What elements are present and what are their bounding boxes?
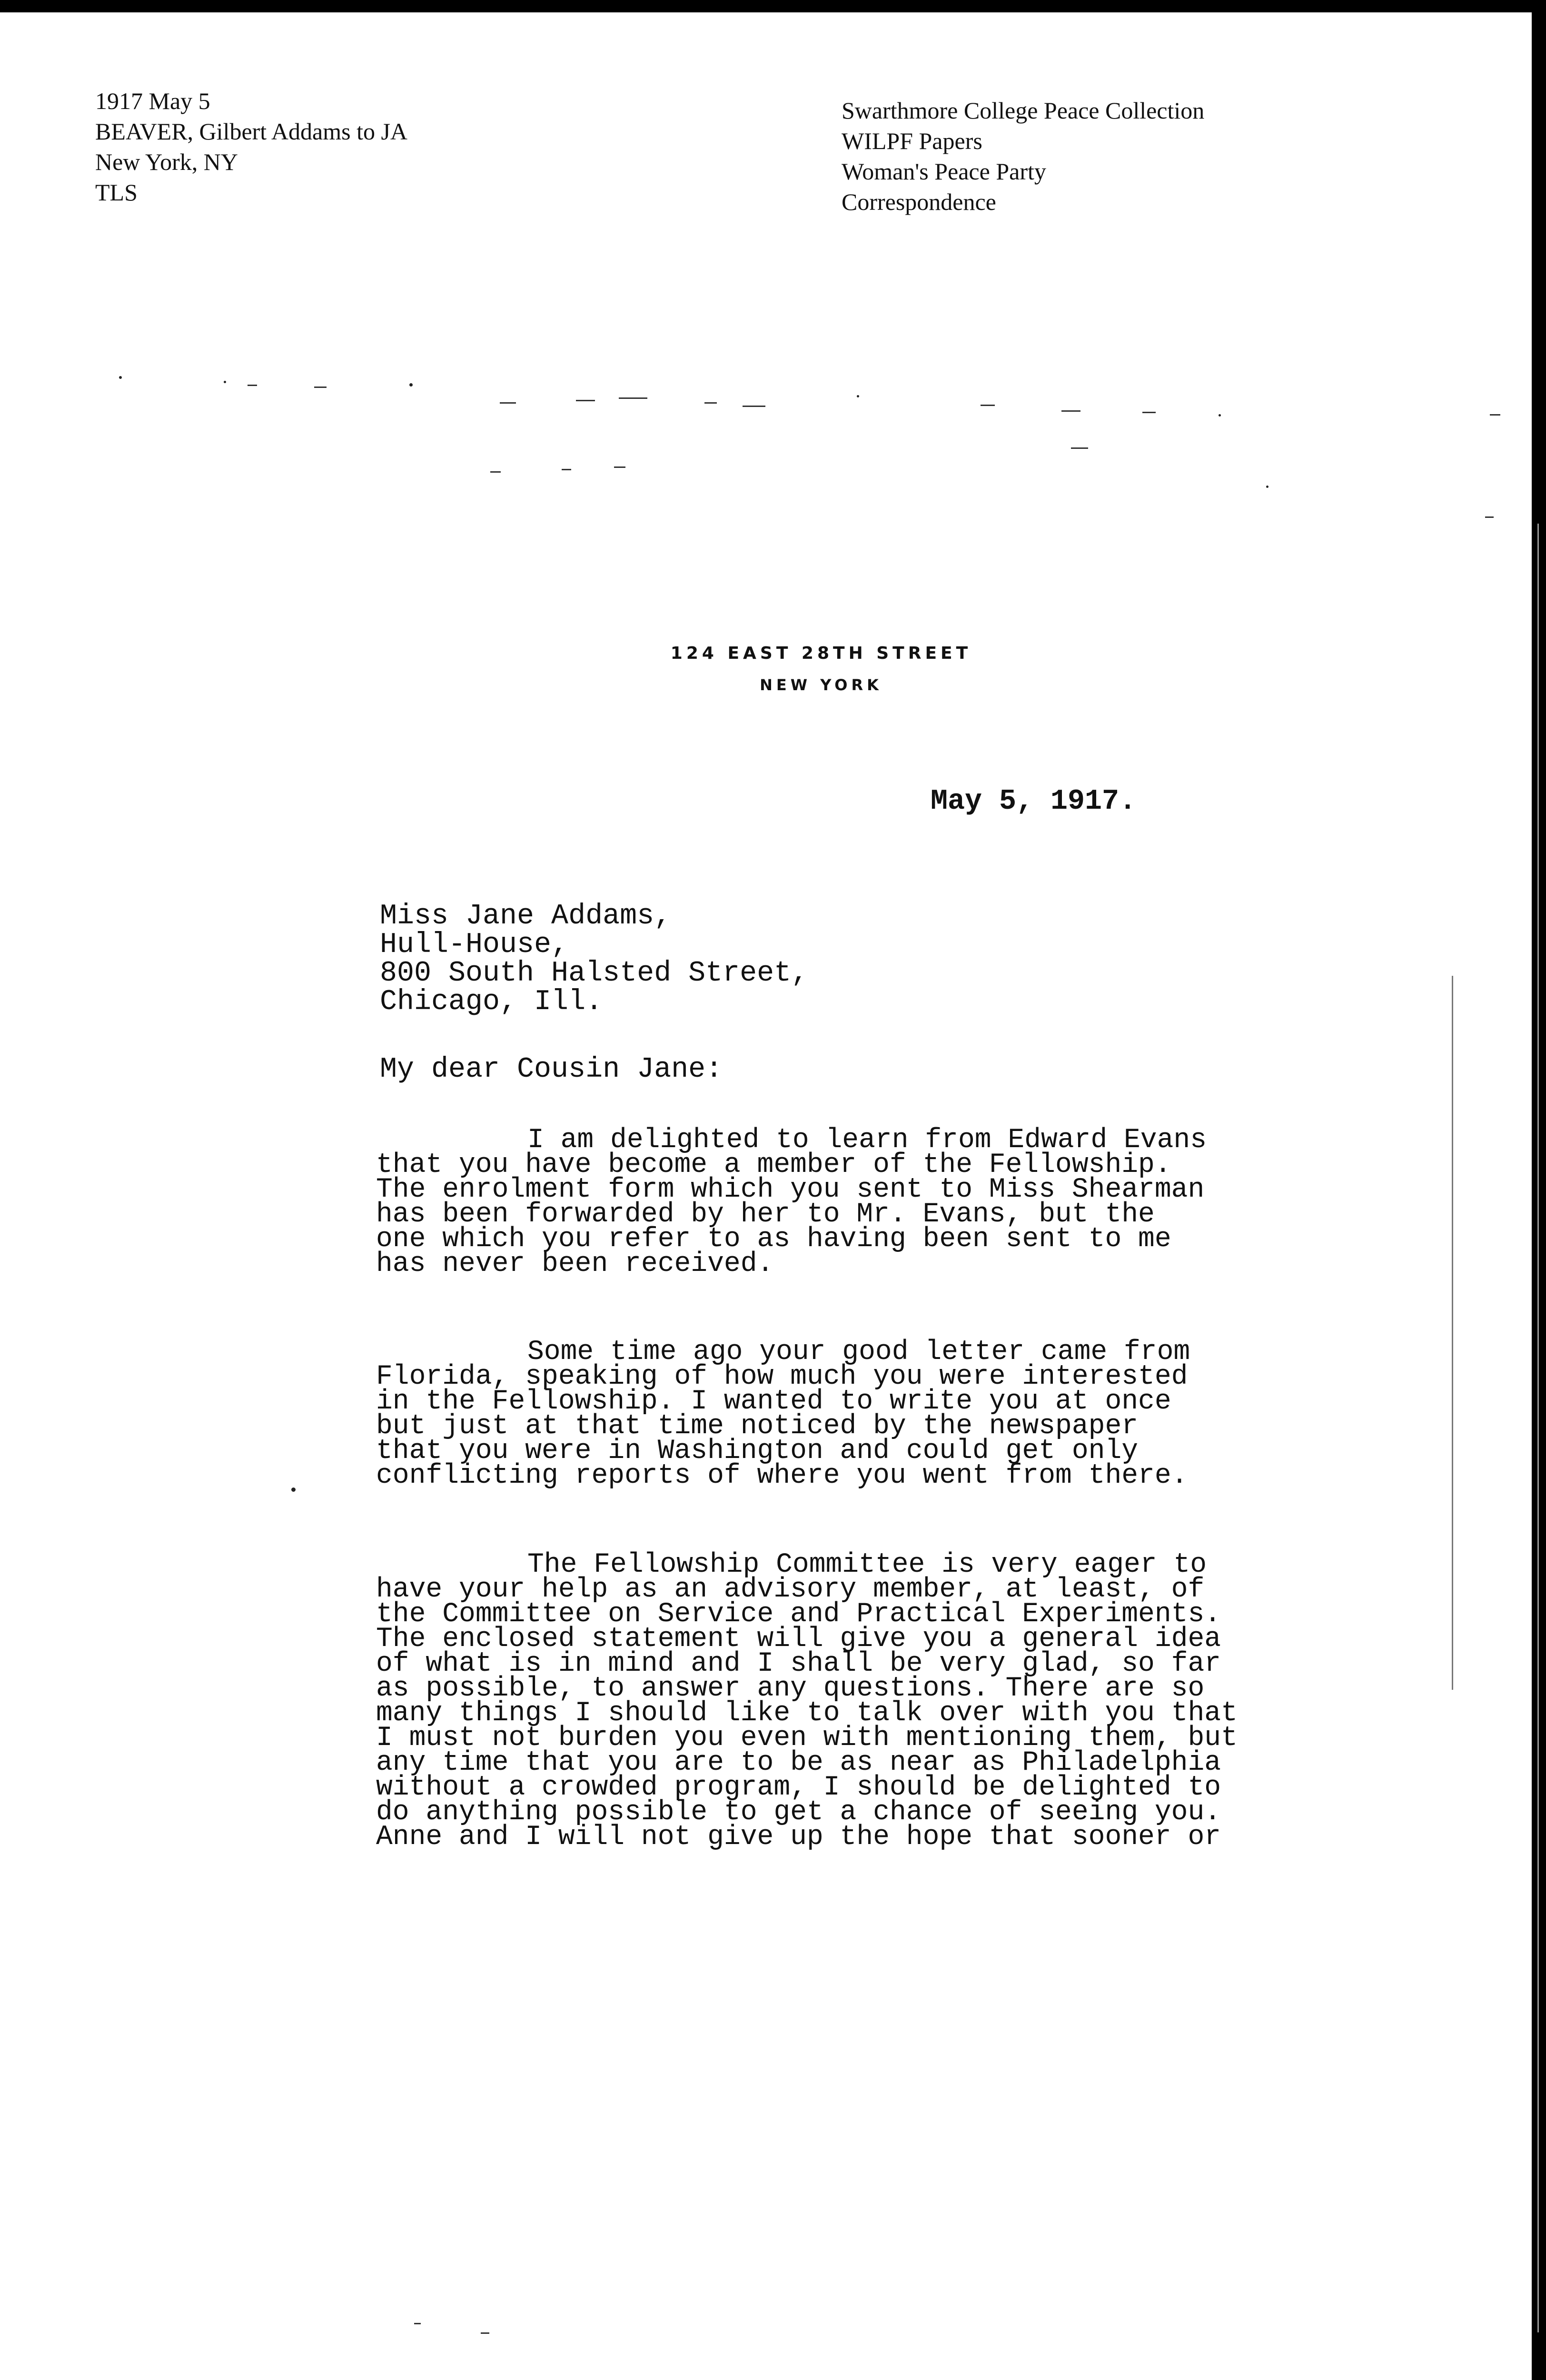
- paragraph-line: has been forwarded by her to Mr. Evans, but the: [376, 1199, 1155, 1230]
- paragraph-line: but just at that time noticed by the newspaper: [376, 1411, 1139, 1442]
- scan-speck: [704, 402, 717, 404]
- scan-speck: [1219, 414, 1221, 416]
- paragraph-line: The Fellowship Committee is very eager to: [527, 1549, 1207, 1580]
- scan-speck: [1142, 412, 1156, 413]
- paragraph-line: many things I should like to talk over with you that: [376, 1698, 1238, 1729]
- scan-border-top: [0, 0, 1546, 12]
- paragraph-line: that you were in Washington and could get only: [376, 1436, 1139, 1467]
- recipient-street: 800 South Halsted Street,: [380, 957, 809, 990]
- scan-speck: [409, 383, 413, 387]
- catalog-info-right: [842, 95, 1204, 217]
- scan-speck: [857, 395, 859, 397]
- catalog-papers: WILPF Papers: [842, 128, 982, 154]
- salutation: My dear Cousin Jane:: [380, 1053, 723, 1086]
- scan-speck: [981, 405, 995, 406]
- recipient-name: Miss Jane Addams,: [380, 900, 672, 932]
- paragraph-line: have your help as an advisory member, at least, of: [376, 1574, 1205, 1605]
- paragraph-line: The enclosed statement will give you a general idea: [376, 1624, 1221, 1655]
- scan-speck: [314, 387, 327, 388]
- scan-speck: [1071, 447, 1088, 449]
- scan-speck: [481, 2332, 489, 2334]
- paragraph-line: in the Fellowship. I wanted to write you at once: [376, 1386, 1171, 1417]
- letterhead-city: NEW YORK: [760, 676, 882, 694]
- catalog-info-left: [95, 86, 407, 208]
- paragraph-line: that you have become a member of the Fellowship.: [376, 1150, 1171, 1180]
- scan-speck: [562, 469, 571, 470]
- scan-speck: [224, 381, 226, 383]
- scan-speck: [414, 2323, 421, 2324]
- scan-speck: [1485, 516, 1494, 518]
- letter-date: May 5, 1917.: [931, 785, 1137, 818]
- catalog-doc-type: TLS: [95, 179, 138, 206]
- paragraph-line: has never been received.: [376, 1249, 774, 1279]
- scan-border-right: [1532, 0, 1546, 2380]
- paragraph-line: without a crowded program, I should be delighted to: [376, 1772, 1221, 1803]
- scan-speck: [1490, 414, 1500, 416]
- catalog-subseries: Correspondence: [842, 188, 996, 215]
- catalog-correspondents: BEAVER, Gilbert Addams to JA: [95, 118, 408, 145]
- paragraph-line: conflicting reports of where you went from there.: [376, 1460, 1188, 1491]
- paragraph-line: I am delighted to learn from Edward Evans: [527, 1125, 1207, 1156]
- scan-speck: [1266, 486, 1269, 488]
- paragraph-line: do anything possible to get a chance of seeing you.: [376, 1797, 1221, 1828]
- scan-speck: [490, 471, 501, 473]
- scan-speck: [248, 385, 257, 386]
- paragraph-line: Anne and I will not give up the hope that sooner or: [376, 1822, 1221, 1853]
- recipient-address: [380, 902, 808, 1016]
- catalog-date: 1917 May 5: [95, 88, 210, 114]
- scan-line: [1452, 976, 1453, 1690]
- paragraph-line: I must not burden you even with mentioning them, but: [376, 1723, 1238, 1754]
- letterhead-street: 124 EAST 28TH STREET: [670, 644, 972, 663]
- scan-speck: [500, 402, 516, 404]
- paragraph-line: of what is in mind and I shall be very glad, so far: [376, 1648, 1221, 1679]
- recipient-city: Chicago, Ill.: [380, 986, 603, 1018]
- body-paragraph-1: [376, 1125, 1280, 1279]
- scan-speck: [743, 406, 765, 407]
- paragraph-line: the Committee on Service and Practical Experiments.: [376, 1599, 1221, 1630]
- paragraph-line: any time that you are to be as near as Philadelphia: [376, 1747, 1221, 1778]
- paragraph-line: The enrolment form which you sent to Miss Shearman: [376, 1174, 1205, 1205]
- catalog-collection: Swarthmore College Peace Collection: [842, 97, 1205, 124]
- scan-speck: [576, 400, 595, 401]
- scan-line: [1537, 524, 1539, 2332]
- recipient-organization: Hull-House,: [380, 929, 569, 961]
- catalog-place: New York, NY: [95, 149, 238, 175]
- paragraph-line: Florida, speaking of how much you were interested: [376, 1361, 1188, 1392]
- body-paragraph-3: [376, 1549, 1280, 1853]
- paragraph-line: Some time ago your good letter came from: [527, 1337, 1190, 1368]
- scan-speck: [614, 466, 625, 468]
- paragraph-line: one which you refer to as having been sent to me: [376, 1224, 1171, 1255]
- scan-speck: [119, 376, 122, 379]
- scan-speck: [1061, 410, 1080, 412]
- scan-speck: [619, 397, 647, 399]
- body-paragraph-2: [376, 1337, 1280, 1491]
- catalog-series: Woman's Peace Party: [842, 158, 1046, 185]
- scan-speck: [291, 1488, 296, 1492]
- paragraph-line: as possible, to answer any questions. There are so: [376, 1673, 1205, 1704]
